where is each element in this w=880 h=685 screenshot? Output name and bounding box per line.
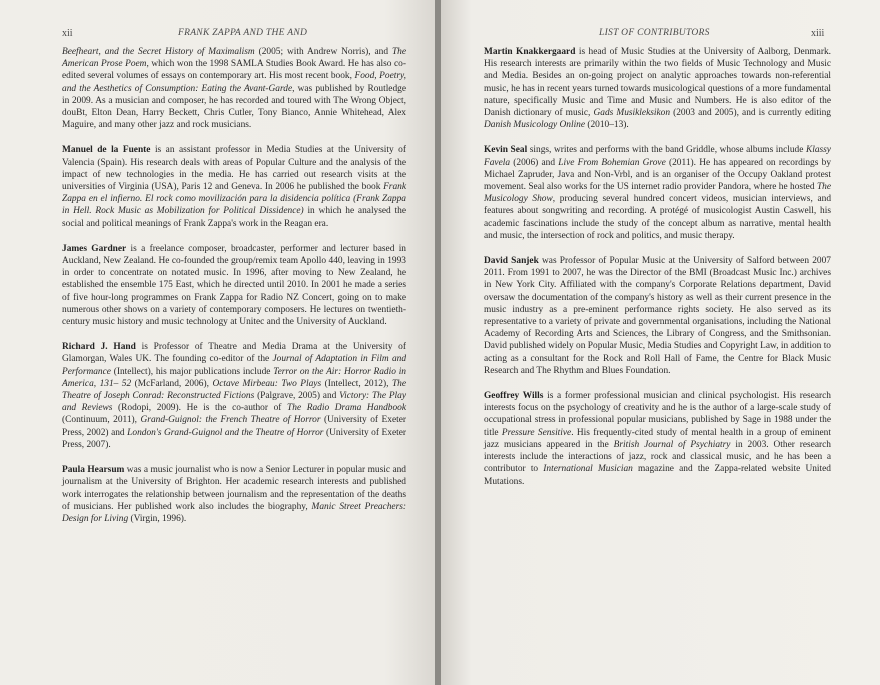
- bio-text: , which won the 1998 SAMLA Studies Book Award. He has also co-edited several volumes of essays on contemporary art. His most recent book,: [62, 59, 406, 82]
- contributor-entry: [62, 243, 406, 328]
- bio-text: magazine and the Zappa-related website United Mutations.: [484, 464, 831, 487]
- running-head: LIST OF CONTRIBUTORS: [599, 28, 710, 38]
- bio-text: (Continuum, 2011),: [62, 415, 141, 426]
- work-title: Manic Street Preachers: Design for Living: [62, 501, 406, 524]
- contributor-entry: [62, 341, 406, 451]
- contributor-list: [484, 46, 831, 501]
- contributor-entry: [484, 46, 831, 131]
- contributor-name: Paula Hearsum: [62, 465, 125, 476]
- contributor-name: Martin Knakkergaard: [484, 47, 576, 57]
- work-title: The Radio Drama Handbook: [287, 403, 406, 414]
- work-title: Octave Mirbeau: Two Plays: [212, 378, 322, 389]
- bio-text: (Virgin, 1996).: [128, 513, 187, 524]
- bio-text: (2005; with Andrew Norris), and: [254, 47, 392, 57]
- bio-text: , producing several hundred concert videos, musician interviews, and features about songwriting and recording. A protégé of musicologist Austin Caswell, his academic fascinations include the study of the concept album as narrative, mental health and music, the intersection of rock and politics, and music therapy.: [484, 194, 832, 241]
- bio-text: (Palgrave, 2005) and: [254, 391, 340, 402]
- bio-text: . His frequently-cited study of mental health in a group of eminent jazz musicians appeared in the: [484, 427, 831, 450]
- contributor-name: Kevin Seal: [484, 145, 528, 156]
- bio-text: sings, writes and performs with the band Griddle, whose albums include: [527, 145, 806, 156]
- bio-text: (Intellect, 2012),: [321, 378, 392, 389]
- work-title: Gads Musikleksikon: [593, 108, 671, 119]
- page-number: xii: [62, 28, 73, 39]
- contributor-entry: [62, 464, 406, 525]
- bio-text: (2003 and 2005), and is currently editing: [670, 108, 831, 119]
- page-number: xiii: [811, 28, 825, 39]
- work-title: Pressure Sensitive: [501, 427, 572, 438]
- right-page: [441, 0, 880, 685]
- work-title: The Musicology Show: [484, 182, 831, 205]
- bio-text: was Professor of Popular Music at the University of Salford between 2007 2011. From 1991 to 2007, he was the Director of the BMI (Broadcast Music Inc.) archives in New York City. Affiliated with the company's Corporate Relations department, David oversaw the documentation of the company's history as well as their current presence in the music industry as a pre-eminent performance rights society. He also served as its representative to a variety of private and governmental organisations, including the National Academy of Recording Arts and Sciences, the Library of Congress, and the Smithsonian. David published widely on Popular Music, Media Studies and Copyright Law, in addition to acting as a consultant for the Rock and Roll Hall of Fame, the Centre for Black Music Research and The Rhythm and Blues Foundation.: [484, 256, 831, 376]
- work-title: Klassy Favela: [484, 145, 831, 168]
- work-title: British Journal of Psychiatry: [613, 439, 731, 450]
- contributor-name: David Sanjek: [484, 256, 539, 267]
- bio-text: is head of Music Studies at the University of Aalborg, Denmark. His research interests are primarily within the two fields of Music Technology and Music and Media. Besides an on-going project on analytic approaches towards non-referential music, he has in recent years turned towards musicological questions of a more fundamental nature, specifically Music and Time and Music and Numbers. He is also editor of the Danish dictionary of music,: [484, 47, 831, 119]
- bio-text: is a freelance composer, broadcaster, performer and lecturer based in Auckland, New Zealand. He co-founded the group/remix team Apollo 440, leaving in 1993 in order to concentrate on notated music. In 1996, after moving to New Zealand, he established the ensemble 175 East, which he directed until 2010. In 2001 he made a series of five hour-long programmes on Frank Zappa for Radio NZ Concert, going on to make numerous other shows on a variety of contemporary composers. He lectures on twentieth-century music history and music technology at Unitec and the University of Auckland.: [62, 243, 406, 328]
- bio-text: is an assistant professor in Media Studies at the University of Valencia (Spain). His research deals with areas of Popular Culture and the analysis of the impact of new technologies in the media. He has carried out research visits at the universities of Virginia (USA), Paris 12 and Geneva. In 2006 he published the book: [62, 145, 406, 193]
- bio-text: , was published by Routledge in 2009. As a musician and composer, he has recorded and toured with The Wrong Object, douBt, Elton Dean, Harry Beckett, Chris Cutler, Tony Bianco, Annie Whitehead, Alex Maguire, and many other jazz and rock musicians.: [62, 83, 406, 131]
- left-page: [0, 0, 437, 685]
- work-title: Food, Poetry, and the Aesthetics of Consumption: Eating the Avant-Garde: [62, 71, 406, 94]
- bio-text: (2010–13).: [585, 120, 629, 131]
- work-title: Terror on the Air: Horror Radio in America, 131– 52: [62, 366, 406, 389]
- work-title: London's Grand-Guignol and the Theatre of Horror: [127, 427, 324, 438]
- bio-text: (Rodopi, 2009). He is the co-author of: [112, 403, 288, 414]
- bio-text: (McFarland, 2006),: [131, 378, 213, 389]
- contributor-entry: [62, 144, 406, 229]
- work-title: Live From Bohemian Grove: [558, 157, 666, 168]
- running-head: FRANK ZAPPA AND THE AND: [178, 28, 308, 38]
- bio-text: was a music journalist who is now a Senior Lecturer in popular music and journalism at the University of Brighton. Her academic research interests and published work interrogates the relationship between journalism and the representation of the deaths of musicians. Her published work also includes the biography,: [62, 465, 406, 512]
- work-title: Journal of Adaptation in Film and Performance: [62, 354, 407, 377]
- contributor-list: [62, 46, 406, 538]
- work-title: Frank Zappa en el infierno. El rock como movilización para la disidencia política (Frank Zappa in Hell. Rock Music as Mobilization for Political Dissidence): [62, 182, 406, 217]
- work-title: The Theatre of Joseph Conrad: Reconstructed Fictions: [62, 378, 406, 402]
- bio-text: (Intellect), his major publications include: [110, 366, 274, 377]
- work-title: Danish Musicology Online: [484, 120, 586, 131]
- bio-text: in which he analysed the social and political meanings of Frank Zappa's work in the Reagan era.: [62, 206, 406, 229]
- contributor-entry: [62, 46, 406, 131]
- contributor-entry: [484, 255, 831, 377]
- work-title: The American Prose Poem: [62, 47, 406, 70]
- bio-text: (University of Exeter Press, 2002) and: [62, 415, 406, 438]
- bio-text: in 2003. Other research interests include the interactions of jazz, rock and classical music, and he has been a contributor to: [484, 439, 831, 475]
- contributor-entry: [484, 390, 831, 488]
- bio-text: is a former professional musician and clinical psychologist. His research interests focus on the psychology of creativity and he is the author of a large-scale study of occupational stress in professional popular musicians, published by Sage in 1988 under the title: [484, 391, 831, 438]
- bio-text: is Professor of Theatre and Media Drama at the University of Glamorgan, Wales UK. The founding co-editor of the: [62, 342, 406, 365]
- contributor-name: Richard J. Hand: [62, 342, 136, 353]
- work-title: Victory: The Play and Reviews: [62, 391, 406, 414]
- contributor-entry: [484, 144, 831, 242]
- contributor-name: James Gardner: [62, 243, 127, 254]
- contributor-name: Geoffrey Wills: [484, 391, 544, 402]
- bio-text: (2011). He has appeared on recordings by Michael Zapruder, Java and Non-Vrbl, and is an organiser of the Occupy Oakland protest movement. Seal also works for the US internet radio provider Pandora, where he hosted: [484, 157, 832, 193]
- bio-text: (University of Exeter Press, 2007).: [62, 427, 406, 450]
- work-title: Beefheart, and the Secret History of Maximalism: [62, 47, 255, 57]
- bio-text: (2006) and: [510, 157, 559, 168]
- work-title: Grand-Guignol: the French Theatre of Horror: [140, 415, 321, 426]
- work-title: International Musician: [543, 464, 633, 475]
- contributor-name: Manuel de la Fuente: [62, 145, 151, 156]
